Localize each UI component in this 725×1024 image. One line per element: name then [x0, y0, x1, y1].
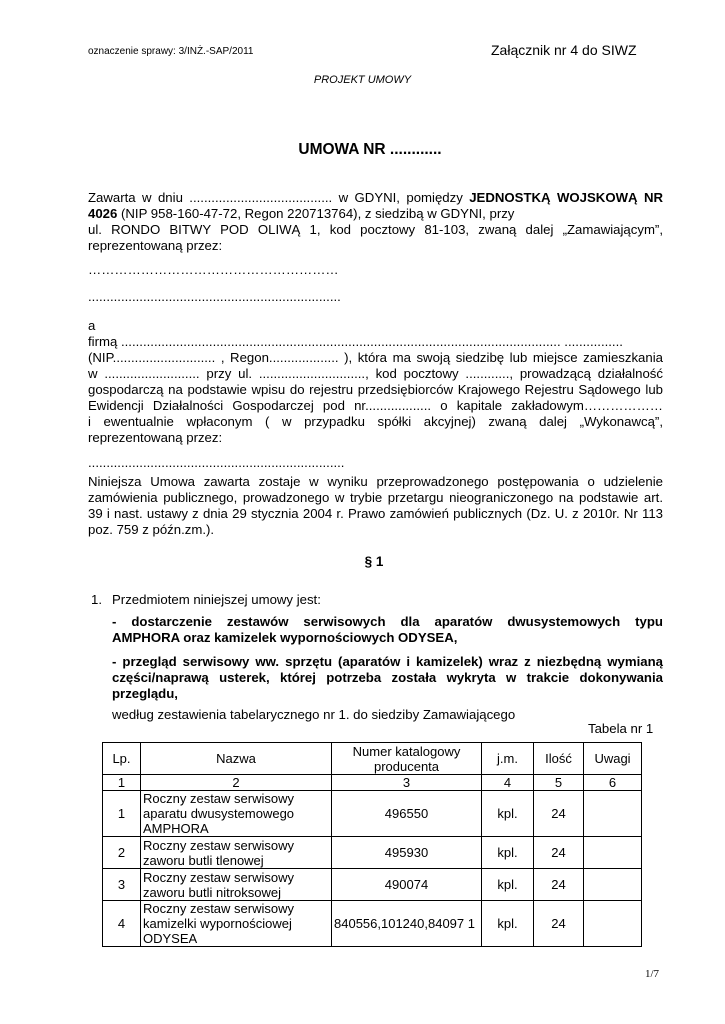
bullet-2-line-1: - przegląd serwisowy ww. sprzętu (aparatów i kamizelek) wraz z niezbędną wymianą [112, 654, 663, 669]
header-cell: Lp. [103, 743, 141, 775]
header-cell: j.m. [482, 743, 534, 775]
row-unit: kpl. [482, 791, 534, 837]
intro-line-2: zamówienia publicznego, prowadzonego w trybie przetargu nieograniczonego na podstawie art. [88, 490, 663, 505]
row-qty: 24 [534, 901, 584, 947]
row-lp: 1 [103, 791, 141, 837]
row-qty: 24 [534, 791, 584, 837]
column-number: 3 [332, 775, 482, 791]
header-cell: Uwagi [584, 743, 642, 775]
representative-blank-3: ...................................................................... [88, 455, 345, 470]
row-name: Roczny zestaw serwisowy zaworu butli tlenowej [141, 837, 332, 869]
row-qty: 24 [534, 837, 584, 869]
intro-line-1: Niniejsza Umowa zawarta zostaje w wyniku przeprowadzonego postępowania o udzielenie [88, 474, 663, 489]
table-row [103, 837, 642, 869]
row-lp: 4 [103, 901, 141, 947]
parties-line-3: ul. RONDO BITWY POD OLIWĄ 1, kod pocztowy 81-103, zwaną dalej „Zamawiającym”, [88, 222, 663, 237]
bullet-1-line-1: - dostarczenie zestawów serwisowych dla aparatów dwusystemowych typu [112, 614, 663, 629]
row-unit: kpl. [482, 837, 534, 869]
contractor-paid: i ewentualnie wpłaconym ( w przypadku spółki akcyjnej) zwaną dalej „Wykonawcą”, [88, 414, 663, 429]
table-row [103, 901, 642, 947]
column-number: 4 [482, 775, 534, 791]
table-number-row [103, 775, 642, 791]
header-cell: Ilość [534, 743, 584, 775]
row-catalog: 496550 [332, 791, 482, 837]
item-number: 1. [91, 592, 102, 607]
buyer-number: 4026 [88, 206, 118, 221]
parties-line-4: reprezentowaną przez: [88, 238, 223, 253]
column-number: 5 [534, 775, 584, 791]
case-reference: oznaczenie sprawy: 3/INŻ.-SAP/2011 [88, 46, 254, 57]
column-number: 2 [141, 775, 332, 791]
row-unit: kpl. [482, 869, 534, 901]
column-number: 1 [103, 775, 141, 791]
row-notes [584, 869, 642, 901]
page-number: 1/7 [645, 968, 660, 980]
document-subtitle: PROJEKT UMOWY [313, 74, 412, 86]
representative-blank-2: ..................................................................... [88, 289, 341, 304]
buyer-name: JEDNOSTKĄ WOJSKOWĄ NR [469, 190, 663, 205]
row-name: Roczny zestaw serwisowy zaworu butli nitroksowej [141, 869, 332, 901]
parties-text: Zawarta w dniu ....................................... w GDYNI, pomiędzy [88, 190, 470, 205]
contractor-address: w .......................... przy ul. ............................., kod pocztowy ............, prowadzącą działalność [88, 366, 663, 381]
item-text: Przedmiotem niniejszej umowy jest: [112, 592, 321, 607]
table-caption: Tabela nr 1 [588, 721, 654, 736]
attachment-label: Załącznik nr 4 do SIWZ [491, 42, 637, 58]
row-unit: kpl. [482, 901, 534, 947]
table-row [103, 869, 642, 901]
conjunction-a: a [88, 318, 96, 333]
contractor-represented: reprezentowaną przez: [88, 430, 223, 445]
row-notes [584, 791, 642, 837]
intro-line-3: 39 i nast. ustawy z dnia 29 stycznia 2004 r. Prawo zamówień publicznych (Dz. U. z 2010r. Nr 113 [88, 506, 663, 521]
row-name: Roczny zestaw serwisowy aparatu dwusystemowego AMPHORA [141, 791, 332, 837]
item-after-text: według zestawienia tabelarycznego nr 1. do siedziby Zamawiającego [112, 707, 516, 722]
section-heading: § 1 [364, 554, 384, 569]
bullet-2-line-3: przeglądu, [112, 686, 178, 701]
row-lp: 3 [103, 869, 141, 901]
bullet-1-line-2: AMPHORA oraz kamizelek wypornościowych ODYSEA, [112, 630, 458, 645]
row-notes [584, 901, 642, 947]
row-catalog: 490074 [332, 869, 482, 901]
document-title: UMOWA NR ............ [298, 141, 442, 158]
header-cell: Numer katalogowy producenta [332, 743, 482, 775]
contractor-registry-1: gospodarczą na podstawie wpisu do rejestru przedsiębiorców Krajowego Rejestru Sądowego lub [88, 382, 663, 397]
parties-line-1 [88, 190, 663, 206]
contractor-firm: firmą ........................................................................................................................ ................ [88, 334, 623, 349]
row-notes [584, 837, 642, 869]
contractor-nip: (NIP............................ , Regon................... ), która ma swoją siedzibę lub miejsce zamieszkania [88, 350, 663, 365]
representative-blank-1: ………………………………………………… [88, 262, 339, 277]
items-table [102, 742, 642, 947]
intro-line-4: poz. 759 z późn.zm.). [88, 522, 215, 537]
buyer-details: (NIP 958-160-47-72, Regon 220713764), z siedzibą w GDYNI, przy [117, 206, 515, 221]
contractor-registry-2: Ewidencji Działalności Gospodarczej pod nr.................. o kapitale zakładowym……………… [88, 398, 663, 413]
column-number: 6 [584, 775, 642, 791]
row-lp: 2 [103, 837, 141, 869]
bullet-2-line-2: części/naprawą usterek, której potrzeba została wykryta w trakcie dokonywania [112, 670, 663, 685]
row-catalog: 840556,101240,84097 1 [332, 901, 482, 947]
table-row [103, 791, 642, 837]
row-catalog: 495930 [332, 837, 482, 869]
parties-line-2 [88, 206, 663, 222]
table-header-row [103, 743, 642, 775]
row-name: Roczny zestaw serwisowy kamizelki wypornościowej ODYSEA [141, 901, 332, 947]
row-qty: 24 [534, 869, 584, 901]
header-cell: Nazwa [141, 743, 332, 775]
